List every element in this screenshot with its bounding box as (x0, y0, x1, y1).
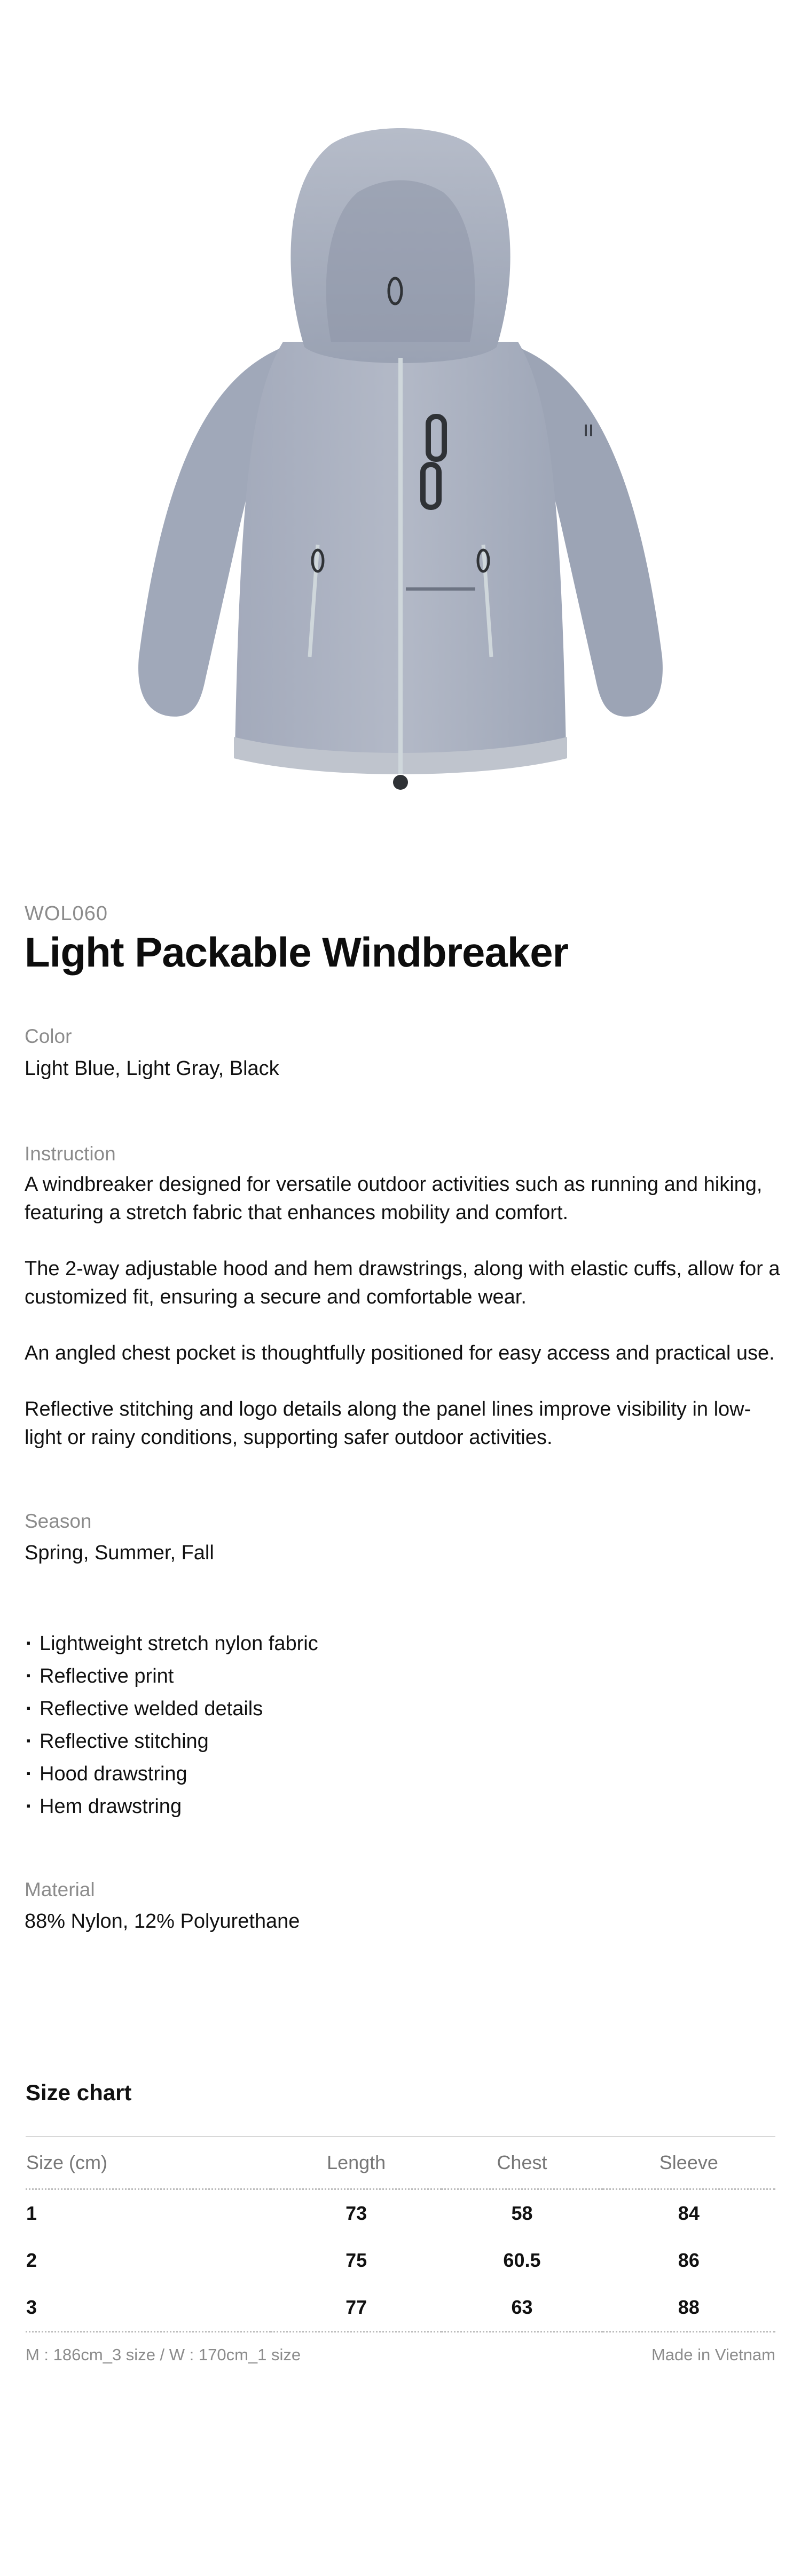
size-cell: 1 (26, 2202, 37, 2224)
feature-item: · Reflective welded details (25, 1693, 776, 1725)
length-cell: 75 (345, 2249, 367, 2271)
chest-cell: 58 (511, 2202, 533, 2224)
feature-item: · Hood drawstring (25, 1758, 776, 1790)
material-label: Material (25, 1879, 95, 1900)
product-title: Light Packable Windbreaker (25, 929, 568, 976)
table-row (26, 2237, 775, 2284)
sleeve-cell: 84 (678, 2202, 700, 2224)
feature-list (25, 1628, 776, 1823)
feature-item: · Reflective stitching (25, 1725, 776, 1758)
season-label: Season (25, 1510, 92, 1532)
sleeve-header: Sleeve (602, 2137, 775, 2189)
origin-label: Made in Vietnam (651, 2345, 775, 2364)
product-image (107, 117, 694, 812)
instruction-paragraph: An angled chest pocket is thoughtfully positioned for easy access and practical use. (25, 1342, 775, 1364)
length-header: Length (271, 2137, 442, 2189)
instruction-body (25, 1171, 783, 1480)
length-cell: 77 (271, 2284, 442, 2332)
length-cell: 73 (345, 2202, 367, 2224)
instruction-paragraph: A windbreaker designed for versatile outdoor activities such as running and hiking, featuring a stretch fabric that enhances mobility and comfort. (25, 1173, 763, 1224)
color-value: Light Blue, Light Gray, Black (25, 1057, 279, 1080)
color-label: Color (25, 1025, 72, 1047)
instruction-paragraph: The 2-way adjustable hood and hem drawstrings, along with elastic cuffs, allow for a customized fit, ensuring a secure and comfortable wear. (25, 1258, 780, 1308)
chest-header: Chest (442, 2137, 602, 2189)
feature-item: · Hem drawstring (25, 1790, 776, 1823)
size-cell: 2 (26, 2249, 37, 2271)
table-row (26, 2284, 775, 2332)
size-chart-title: Size chart (26, 2080, 132, 2105)
product-code: WOL060 (25, 902, 108, 925)
feature-item: · Reflective print (25, 1660, 776, 1693)
instruction-paragraph: Reflective stitching and logo details along the panel lines improve visibility in low-light or rainy conditions, supporting safer outdoor activities. (25, 1398, 751, 1449)
size-chart-note: M : 186cm_3 size / W : 170cm_1 size (26, 2345, 301, 2364)
feature-item: · Lightweight stretch nylon fabric (25, 1628, 776, 1660)
season-value: Spring, Summer, Fall (25, 1542, 214, 1564)
sleeve-cell: 88 (602, 2284, 775, 2332)
size-chart-table (26, 2136, 775, 2332)
chest-cell: 63 (442, 2284, 602, 2332)
size-cell: 3 (26, 2284, 271, 2332)
chest-cell: 60.5 (503, 2249, 541, 2271)
sleeve-cell: 86 (678, 2249, 700, 2271)
size-header: Size (cm) (26, 2137, 271, 2189)
material-value: 88% Nylon, 12% Polyurethane (25, 1910, 300, 1933)
table-row (26, 2189, 775, 2237)
instruction-label: Instruction (25, 1143, 116, 1165)
size-chart-header-row (26, 2137, 775, 2189)
